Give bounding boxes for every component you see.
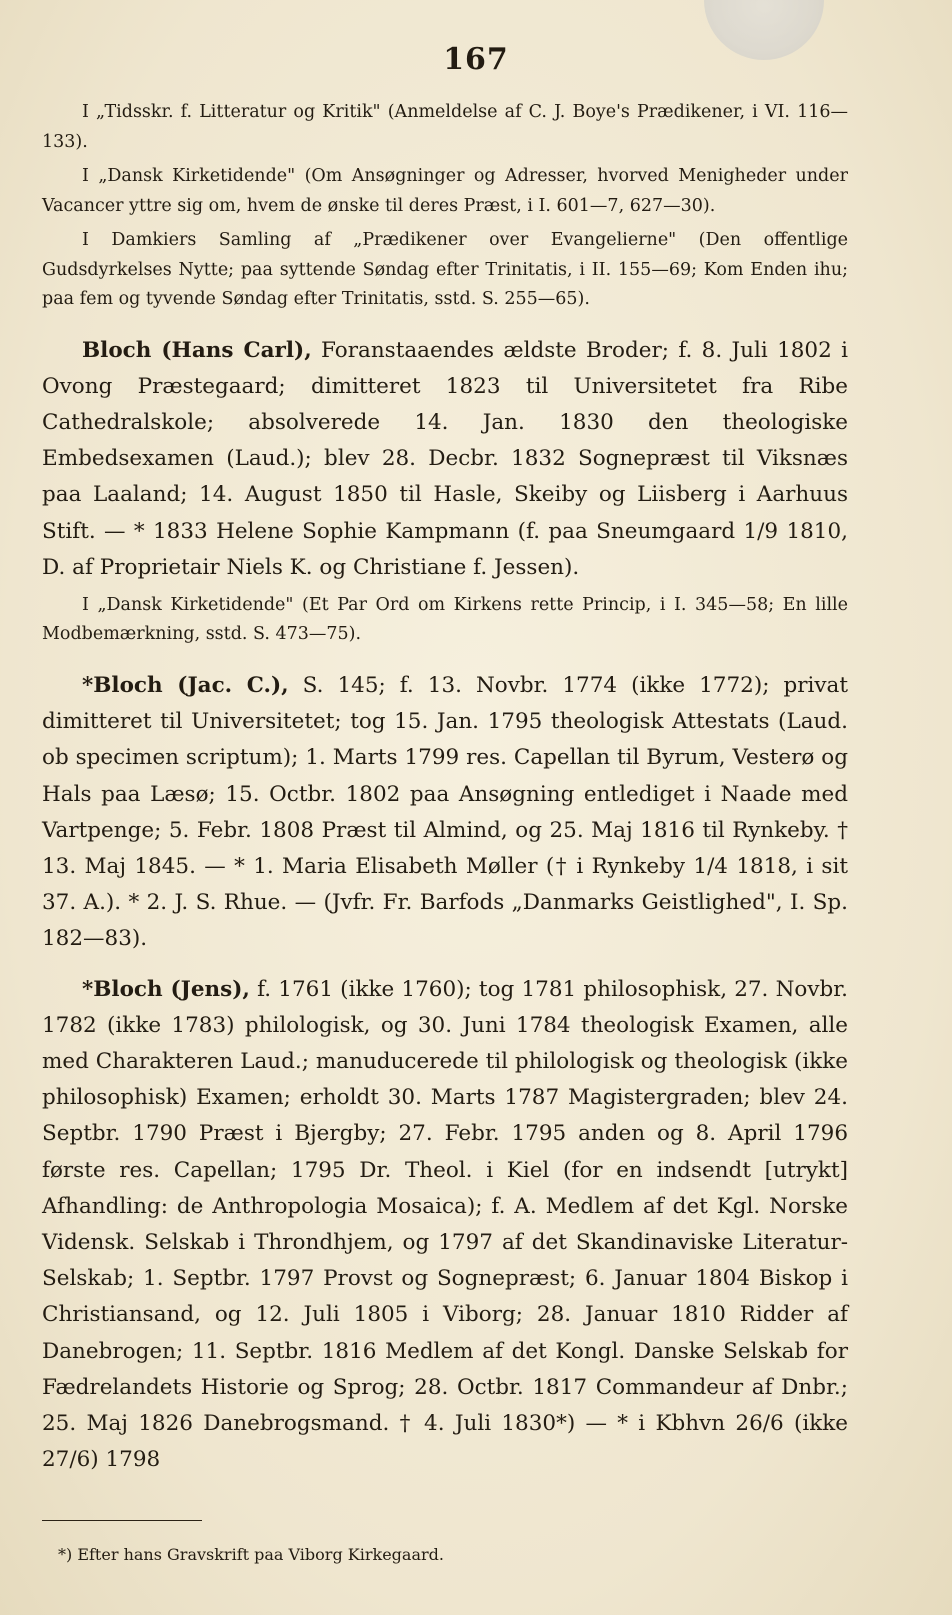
body-text — [42, 98, 848, 1483]
entry-text: Foranstaaendes ældste Broder; f. 8. Juli 1802 i Ovong Præstegaard; dimitteret 1823 til Universitetet fra Ribe Cathedralskole; absolverede 14. Jan. 1830 den theologiske Embedsexamen (Laud.); blev 28. Decbr. 1832 Sognepræst til Viksnæs paa Laaland; 14. August 1850 til Hasle, Skeiby og Liisberg i Aarhuus Stift. — * 1833 Helene Sophie Kampmann (f. paa Sneumgaard 1/9 1810, D. af Proprietair Niels K. og Christiane f. Jessen). — [42, 337, 848, 580]
entry-heading: *Bloch (Jac. C.), — [82, 672, 289, 698]
paragraph-text: I Damkiers Samling af „Prædikener over Evangelierne" (Den offentlige Gudsdyrkelses Nytte; paa syttende Søndag efter Trinitatis, i II. 155—69; Kom Enden ihu; paa fem og tyvende Søndag efter Trinitatis, sstd. S. 255—65). — [42, 230, 848, 309]
paragraph-text: I „Tidsskr. f. Litteratur og Kritik" (Anmeldelse af C. J. Boye's Prædikener, i VI. 116—133). — [42, 102, 848, 152]
entry-text: S. 145; f. 13. Novbr. 1774 (ikke 1772); privat dimitteret til Universitetet; tog 15. Jan. 1795 theologisk Attestats (Laud. ob specimen scriptum); 1. Marts 1799 res. Capellan til Byrum, Vesterø og Hals paa Læsø; 15. Octbr. 1802 paa Ansøgning entlediget i Naade med Vartpenge; 5. Febr. 1808 Præst til Almind, og 25. Maj 1816 til Rynkeby. † 13. Maj 1845. — * 1. Maria Elisabeth Møller († i Rynkeby 1/4 1818, i sit 37. A.). * 2. J. S. Rhue. — (Jvfr. Fr. Barfods „Danmarks Geistlighed", I. Sp. 182—83). — [42, 672, 848, 952]
entry-bloch-jens — [42, 972, 848, 1479]
page-number: 167 — [443, 42, 509, 77]
entry-heading: *Bloch (Jens), — [82, 976, 250, 1002]
paragraph-text: I „Dansk Kirketidende" (Et Par Ord om Kirkens rette Princip, i I. 345—58; En lille Modbemærkning, sstd. S. 473—75). — [42, 594, 848, 645]
paragraph-kirketidende-ansogninger — [42, 162, 848, 221]
entry-text: f. 1761 (ikke 1760); tog 1781 philosophisk, 27. Novbr. 1782 (ikke 1783) philologisk, og 30. Juni 1784 theologisk Examen, alle med Charakteren Laud.; manuducerede til philologisk og theologisk (ikke philosophisk) Examen; erholdt 30. Marts 1787 Magistergraden; blev 24. Septbr. 1790 Præst i Bjergby; 27. Febr. 1795 anden og 8. April 1796 første res. Capellan; 1795 Dr. Theol. i Kiel (for en indsendt [utrykt] Afhandling: de Anthropologia Mosaica); f. A. Medlem af det Kgl. Norske Vidensk. Selskab i Throndhjem, og 1797 af det Skandinaviske Literatur-Selskab; 1. Septbr. 1797 Provst og Sognepræst; 6. Januar 1804 Biskop i Christiansand, og 12. Juli 1805 i Viborg; 28. Januar 1810 Ridder af Danebrogen; 11. Septbr. 1816 Medlem af det Kongl. Danske Selskab for Fædrelandets Historie og Sprog; 28. Octbr. 1817 Commandeur af Dnbr.; 25. Maj 1826 Danebrogsmand. † 4. Juli 1830*) — * i Kbhvn 26/6 (ikke 27/6) 1798 — [42, 976, 848, 1473]
entry-bloch-hans-carl — [42, 333, 848, 586]
footnote-rule — [42, 1520, 202, 1521]
paragraph-boye-review — [42, 98, 848, 157]
footnote: *) Efter hans Gravskrift paa Viborg Kirkegaard. — [58, 1545, 444, 1564]
entry-heading: Bloch (Hans Carl), — [82, 337, 312, 363]
entry-bloch-jac — [42, 668, 848, 958]
paragraph-text: I „Dansk Kirketidende" (Om Ansøgninger og Adresser, hvorved Menigheder under Vacancer yttre sig om, hvem de ønske til deres Præst, i I. 601—7, 627—30). — [42, 166, 848, 216]
paragraph-damkier-samling — [42, 226, 848, 315]
paragraph-kirkens-princip — [42, 591, 848, 650]
